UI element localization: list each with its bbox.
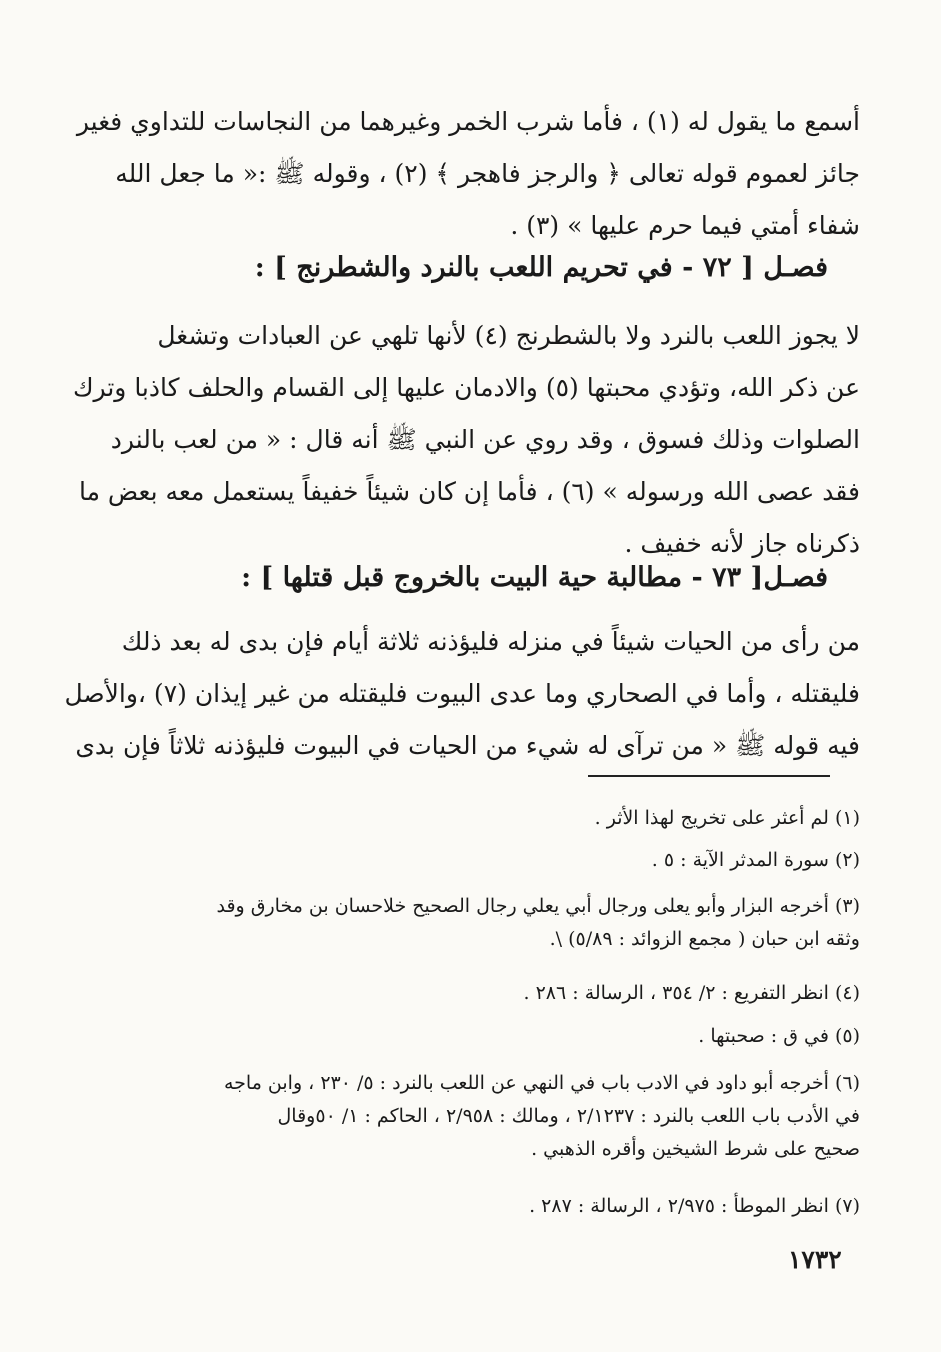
text-line: لا يجوز اللعب بالنرد ولا بالشطرنج (٤) لأنها تلهي عن العبادات وتشغل xyxy=(157,321,860,350)
footnote-6 xyxy=(110,1067,860,1166)
text-line: الصلوات وذلك فسوق ، وقد روي عن النبي ﷺ أنه قال : « من لعب بالنرد xyxy=(110,425,860,454)
footnote-line: في الأدب باب اللعب بالنرد : ٢/١٢٣٧ ، ومالك : ٢/٩٥٨ ، الحاكم : ١/ ٥٠وقال xyxy=(277,1105,860,1127)
text-line: ذكرناه جاز لأنه خفيف . xyxy=(624,529,860,558)
footnote-4 xyxy=(110,977,860,1010)
footnote-3 xyxy=(110,890,860,956)
footnote-5 xyxy=(110,1020,860,1053)
text-line: فليقتله ، وأما في الصحاري وما عدى البيوت فليقتله من غير إيذان (٧) ،والأصل xyxy=(64,679,860,708)
footnote-line: (١) لم أعثر على تخريج لهذا الأثر . xyxy=(594,807,860,829)
footnote-line: (٣) أخرجه البزار وأبو يعلى ورجال أبي يعلي رجال الصحيح خلاحسان بن مخارق وقد xyxy=(216,895,860,917)
text-line: شفاء أمتي فيما حرم عليها » (٣) . xyxy=(510,211,860,240)
footnote-divider xyxy=(588,775,830,777)
footnote-line: (٧) انظر الموطأ : ٢/٩٧٥ ، الرسالة : ٢٨٧ . xyxy=(529,1195,860,1217)
footnote-1 xyxy=(110,802,860,835)
paragraph-73 xyxy=(64,616,860,772)
footnote-line: (٥) في ق : صحبتها . xyxy=(698,1025,860,1047)
paragraph-72 xyxy=(72,310,860,570)
paragraph-intro xyxy=(76,96,860,252)
footnote-7 xyxy=(110,1190,860,1223)
text-line: عن ذكر الله، وتؤدي محبتها (٥) والادمان عليها إلى القسام والحلف كاذبا وترك xyxy=(72,373,860,402)
text-line: من رأى من الحيات شيئاً في منزله فليؤذنه ثلاثة أيام فإن بدى له بعد ذلك xyxy=(121,627,860,656)
footnote-line: (٤) انظر التفريع : ٢/ ٣٥٤ ، الرسالة : ٢٨٦ . xyxy=(523,982,860,1004)
text-line: جائز لعموم قوله تعالى ﴿ والرجز فاهجر ﴾ (٢) ، وقوله ﷺ :« ما جعل الله xyxy=(115,159,860,188)
footnote-line: صحيح على شرط الشيخين وأقره الذهبي . xyxy=(531,1138,860,1160)
footnote-2 xyxy=(110,844,860,877)
section-heading-73: فصـل[ ٧٣ - مطالبة حية البيت بالخروج قبل قتلها ] : xyxy=(241,562,828,593)
text-line: فقد عصى الله ورسوله » (٦) ، فأما إن كان شيئاً خفيفاً يستعمل معه بعض ما xyxy=(78,477,860,506)
text-line: أسمع ما يقول له (١) ، فأما شرب الخمر وغيرهما من النجاسات للتداوي فغير xyxy=(76,107,860,136)
page-number: ١٧٣٢ xyxy=(788,1245,842,1274)
text-line: فيه قوله ﷺ « من ترآى له شيء من الحيات في البيوت فليؤذنه ثلاثاً فإن بدى xyxy=(75,731,860,760)
footnote-line: وثقه ابن حبان ( مجمع الزوائد : ٥/٨٩) \. xyxy=(549,928,860,950)
footnote-line: (٢) سورة المدثر الآية : ٥ . xyxy=(651,849,860,871)
footnote-line: (٦) أخرجه أبو داود في الادب باب في النهي عن اللعب بالنرد : ٥/ ٢٣٠ ، وابن ماجه xyxy=(223,1072,860,1094)
section-heading-72: فصـل [ ٧٢ - في تحريم اللعب بالنرد والشطرنج ] : xyxy=(254,252,828,283)
